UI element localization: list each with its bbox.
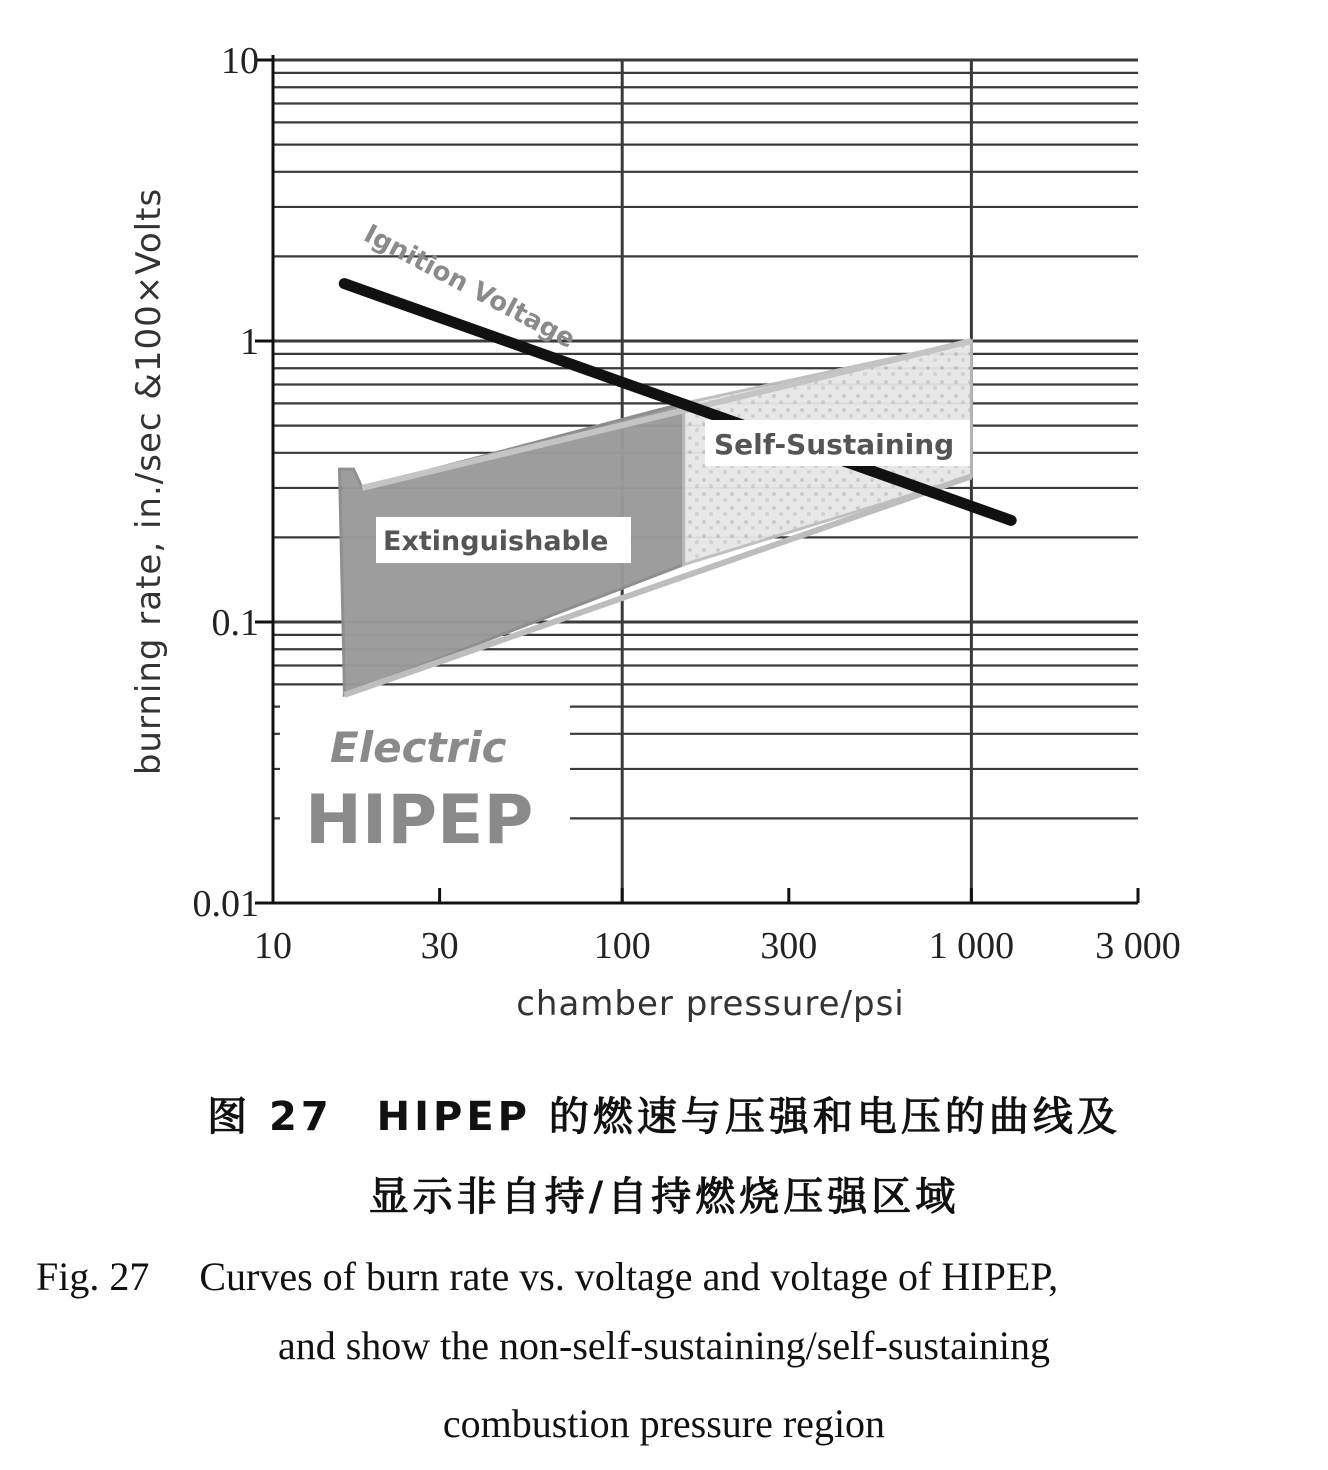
annotation-hipep: HIPEP <box>305 781 534 860</box>
x-tick-label: 1 000 <box>928 925 1015 967</box>
x-tick-label: 300 <box>760 925 818 967</box>
caption-en-line3: combustion pressure region <box>442 1401 886 1446</box>
x-tick-label: 30 <box>420 925 459 967</box>
caption-cn-line2: 显示非自持/自持燃烧压强区域 <box>368 1174 960 1220</box>
plot-annotations <box>280 219 970 875</box>
x-tick-label: 100 <box>593 925 651 967</box>
caption-en-line2: and show the non-self-sustaining/self-sustaining <box>277 1323 1051 1368</box>
annotation-self-sustaining: Self-Sustaining <box>714 428 955 461</box>
y-axis-title: burning rate, in./sec &100×Volts <box>129 187 169 776</box>
y-tick-label: 0.1 <box>211 602 259 644</box>
y-tick-label: 1 <box>240 321 259 363</box>
annotation-electric: Electric <box>330 723 507 772</box>
y-tick-label: 0.01 <box>192 883 259 925</box>
y-tick-label: 10 <box>221 40 259 82</box>
annotation-extinguishable: Extinguishable <box>383 526 609 557</box>
caption-en-line1: Fig. 27 Curves of burn rate vs. voltage and voltage of HIPEP, <box>36 1254 1059 1299</box>
caption-cn-line1: 图 27 HIPEP 的燃速与压强和电压的曲线及 <box>207 1094 1121 1140</box>
x-tick-label: 3 000 <box>1095 925 1181 967</box>
annotation-ignition-voltage: Ignition Voltage <box>358 219 581 355</box>
x-axis-title: chamber pressure/psi <box>516 984 905 1024</box>
x-tick-label: 10 <box>254 925 292 967</box>
